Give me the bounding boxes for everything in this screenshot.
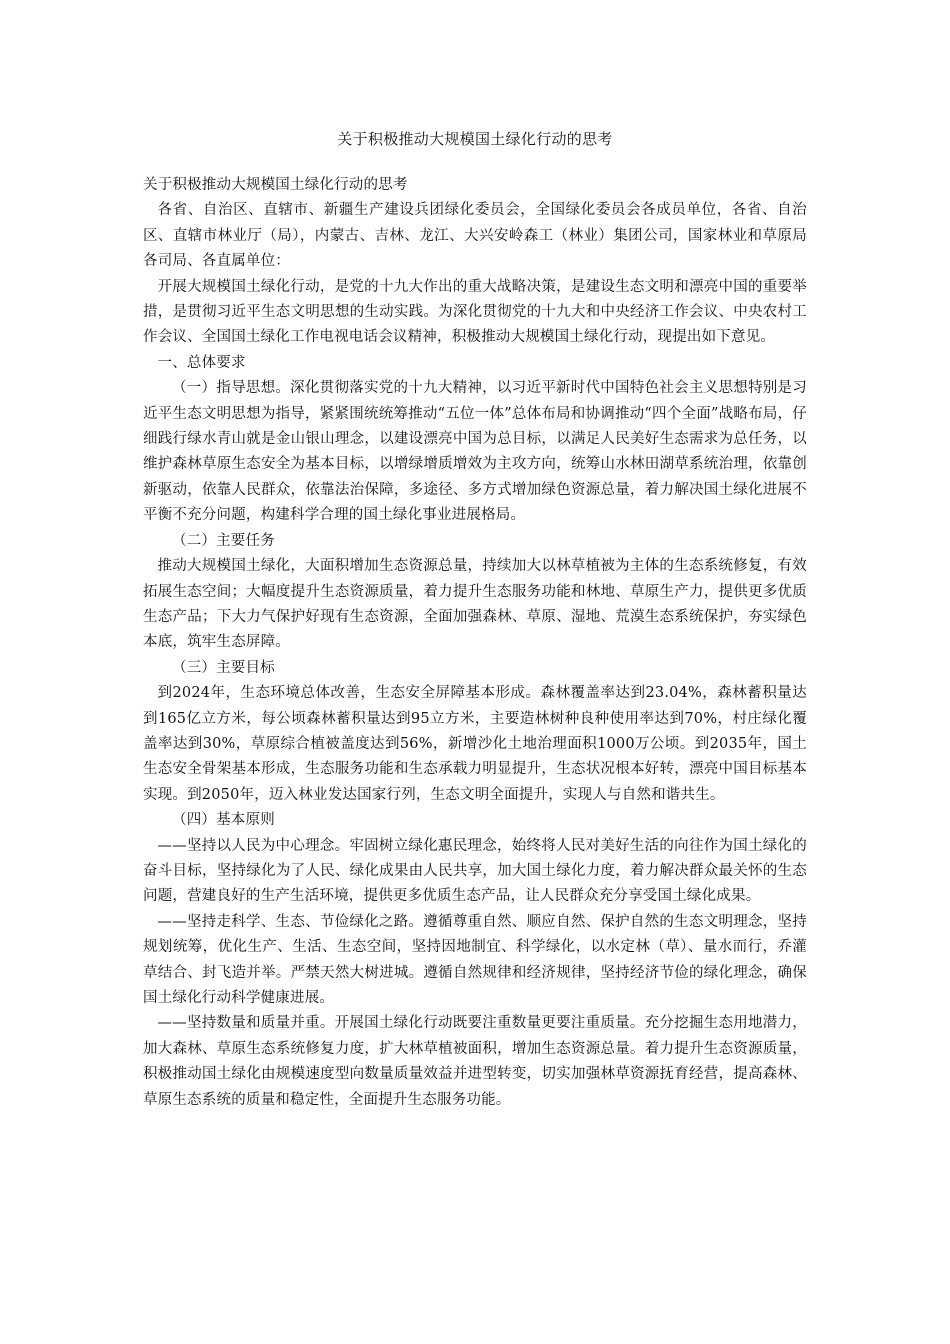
paragraph-principle-people: ——坚持以人民为中心理念。牢固树立绿化惠民理念，始终将人民对美好生活的向往作为国土绿化的奋斗目标，坚持绿化为了人民、绿化成果由人民共享，加大国土绿化力度，着力解决群众最关怀的生态问题，营建良好的生产生活环境，提供更多优质生态产品，让人民群众充分享受国土绿化成果。 (143, 837, 807, 905)
paragraph-guiding-ideology: （一）指导思想。深化贯彻落实党的十九大精神，以习近平新时代中国特色社会主义思想特别是习近平生态文明思想为指导，紧紧围统统筹推动“五位一体”总体布局和协调推动“四个全面”战略布局，仔细践行绿水青山就是金山银山理念，以建设漂亮中国为总目标，以满足人民美好生态需求为总任务，以维护森林草原生态安全为基本目标，以增绿增质增效为主攻方向，统筹山水林田湖草系统治理，依靠创新驱动，依靠人民群众，依靠法治保障，多途径、多方式增加绿色资源总量，着力解决国土绿化进展不平衡不充分问题，构建科学合理的国土绿化事业进展格局。 (143, 380, 807, 524)
subheading-main-goals: （三）主要目标 (172, 659, 275, 676)
paragraph-intro: 开展大规模国土绿化行动，是党的十九大作出的重大战略决策，是建设生态文明和漂亮中国的重要举措，是贯彻习近平生态文明思想的生动实践。为深化贯彻党的十九大和中央经济工作会议、中央农村工作会议、全国国土绿化工作电视电话会议精神，积极推动大规模国土绿化行动，现提出如下意见。 (143, 278, 807, 346)
subheading-main-tasks: （二）主要任务 (172, 532, 275, 549)
section-heading-general-requirements: 一、总体要求 (157, 354, 246, 371)
paragraph-principle-science: ——坚持走科学、生态、节俭绿化之路。遵循尊重自然、顺应自然、保护自然的生态文明理念，坚持规划统筹，优化生产、生活、生态空间，坚持因地制宜、科学绿化，以水定林（草）、量水而行，乔灌草结合、封飞造并举。严禁天然大树进城。遵循自然规律和经济规律，坚持经济节俭的绿化理念，确保国土绿化行动科学健康进展。 (143, 913, 807, 1006)
paragraph-main-tasks: 推动大规模国土绿化，大面积增加生态资源总量，持续加大以林草植被为主体的生态系统修复，有效拓展生态空间；大幅度提升生态资源质量，着力提升生态服务功能和林地、草原生产力，提供更多优质生态产品；下大力气保护好现有生态资源，全面加强森林、草原、湿地、荒漠生态系统保护，夯实绿色本底，筑牢生态屏障。 (143, 558, 807, 651)
paragraph-main-goals: 到2024年，生态环境总体改善，生态安全屏障基本形成。森林覆盖率达到23.04%，森林蓄积量达到165亿立方米，每公顷森林蓄积量达到95立方米，主要造林树种良种使用率达到70%，村庄绿化覆盖率达到30%，草原综合植被盖度达到56%，新增沙化土地治理面积1000万公顷。到2035年，国土生态安全骨架基本形成，生态服务功能和生态承载力明显提升，生态状况根本好转，漂亮中国目标基本实现。到2050年，迈入林业发达国家行列，生态文明全面提升，实现人与自然和谐共生。 (143, 685, 807, 803)
paragraph-principle-quantity-quality: ——坚持数量和质量并重。开展国土绿化行动既要注重数量更要注重质量。充分挖掘生态用地潜力，加大森林、草原生态系统修复力度，扩大林草植被面积，增加生态资源总量。着力提升生态资源质量，积极推动国土绿化由规模速度型向数量质量效益并进型转变，切实加强林草资源抚育经营，提高森林、草原生态系统的质量和稳定性，全面提升生态服务功能。 (143, 1015, 807, 1108)
document-title: 关于积极推动大规模国土绿化行动的思考 (337, 130, 613, 148)
paragraph-addressees: 各省、自治区、直辖市、新疆生产建设兵团绿化委员会，全国绿化委员会各成员单位，各省、自治区、直辖市林业厅（局），内蒙古、吉林、龙江、大兴安岭森工（林业）集团公司，国家林业和草原局各司局、各直属单位： (143, 202, 807, 270)
subheading-basic-principles: （四）基本原则 (172, 812, 275, 829)
document-body (143, 173, 807, 1113)
paragraph-heading-repeat: 关于积极推动大规模国土绿化行动的思考 (143, 177, 408, 193)
